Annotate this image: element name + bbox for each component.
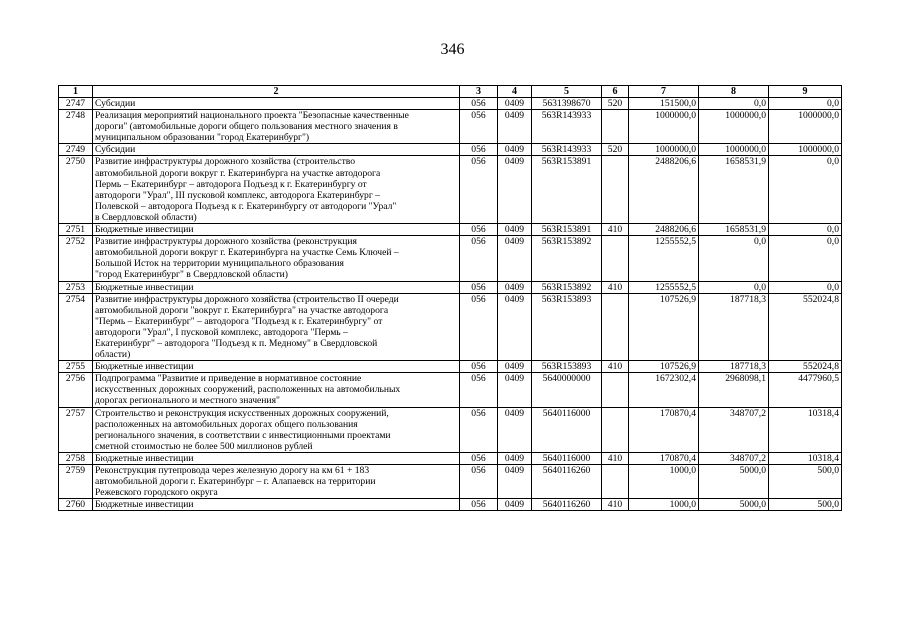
row-number: 2753 (59, 281, 93, 293)
amount-col-9: 10318,4 (769, 407, 842, 452)
expense-type-code (602, 110, 629, 144)
section-code: 0409 (498, 407, 532, 452)
ministry-code: 056 (460, 452, 498, 464)
table-header-row (59, 86, 842, 98)
row-description (93, 236, 460, 281)
amount-col-9: 552024,8 (769, 361, 842, 373)
description-line: Большой Исток на территории муниципального образования (95, 258, 344, 270)
table-row (59, 407, 842, 452)
column-header: 8 (699, 86, 769, 98)
section-code: 0409 (498, 224, 532, 236)
description-line: автомобильной дороги вокруг г. Екатеринбурга на участке Семь Ключей – (95, 247, 399, 259)
table-row (59, 236, 842, 281)
amount-col-8: 5000,0 (699, 499, 769, 511)
description-line: автомобильной дороги г. Екатеринбург – г. Алапаевск на территории (95, 476, 376, 488)
target-article-code: 563R153892 (532, 281, 602, 293)
description-line: автодороги "Урал", I пусковой комплекс, автодорога "Пермь – (95, 326, 348, 338)
amount-col-9: 500,0 (769, 499, 842, 511)
amount-col-8: 5000,0 (699, 465, 769, 499)
row-description (93, 224, 460, 236)
table-row (59, 373, 842, 407)
description-line: регионального значения, в соответствии с инвестиционными проектами (95, 429, 391, 441)
row-number: 2750 (59, 156, 93, 224)
section-code: 0409 (498, 361, 532, 373)
amount-col-7: 1000000,0 (629, 110, 699, 144)
amount-col-8: 0,0 (699, 236, 769, 281)
expense-type-code: 410 (602, 281, 629, 293)
target-article-code: 563R153893 (532, 293, 602, 361)
target-article-code: 5640116260 (532, 499, 602, 511)
expense-type-code (602, 236, 629, 281)
row-number: 2747 (59, 98, 93, 110)
expense-type-code (602, 156, 629, 224)
amount-col-9: 4477960,5 (769, 373, 842, 407)
amount-col-7: 1255552,5 (629, 236, 699, 281)
row-description (93, 144, 460, 156)
column-header: 4 (498, 86, 532, 98)
ministry-code: 056 (460, 236, 498, 281)
row-description (93, 156, 460, 224)
table-row (59, 110, 842, 144)
row-number: 2756 (59, 373, 93, 407)
amount-col-8: 1000000,0 (699, 110, 769, 144)
description-line: в Свердловской области) (95, 211, 197, 223)
description-line: Строительство и реконструкция искусственных дорожных сооружений, (95, 407, 389, 419)
description-line: дорогах регионального и местного значения" (95, 395, 280, 407)
description-line: автодороги "Урал", III пусковой комплекс, автодорога Екатеринбург – (95, 189, 380, 201)
expense-type-code (602, 407, 629, 452)
amount-col-9: 552024,8 (769, 293, 842, 361)
amount-col-7: 170870,4 (629, 407, 699, 452)
expense-type-code (602, 373, 629, 407)
row-description (93, 373, 460, 407)
column-header: 7 (629, 86, 699, 98)
description-line: дороги" (автомобильные дороги общего пользования местного значения в (95, 121, 398, 133)
ministry-code: 056 (460, 465, 498, 499)
table-row (59, 156, 842, 224)
amount-col-9: 500,0 (769, 465, 842, 499)
amount-col-7: 1000000,0 (629, 144, 699, 156)
row-number: 2760 (59, 499, 93, 511)
expense-type-code: 410 (602, 499, 629, 511)
description-line: автомобильной дороги "вокруг г. Екатеринбурга" на участке автодорога (95, 304, 389, 316)
column-header: 1 (59, 86, 93, 98)
expense-type-code: 520 (602, 98, 629, 110)
ministry-code: 056 (460, 224, 498, 236)
section-code: 0409 (498, 236, 532, 281)
description-line: автомобильной дороги вокруг г. Екатеринбурга на участке автодорога (95, 167, 381, 179)
section-code: 0409 (498, 293, 532, 361)
description-line: Режевского городского округа (95, 487, 218, 499)
ministry-code: 056 (460, 499, 498, 511)
row-description (93, 293, 460, 361)
description-line: "Пермь – Екатеринбург" – автодорога "Подъезд к г. Екатеринбургу" от (95, 315, 383, 327)
amount-col-7: 1672302,4 (629, 373, 699, 407)
table-row (59, 361, 842, 373)
amount-col-8: 348707,2 (699, 407, 769, 452)
table-row (59, 465, 842, 499)
amount-col-9: 1000000,0 (769, 144, 842, 156)
expense-type-code: 410 (602, 452, 629, 464)
target-article-code: 5640000000 (532, 373, 602, 407)
ministry-code: 056 (460, 361, 498, 373)
table-row (59, 144, 842, 156)
amount-col-7: 1000,0 (629, 499, 699, 511)
section-code: 0409 (498, 281, 532, 293)
amount-col-7: 107526,9 (629, 293, 699, 361)
row-number: 2755 (59, 361, 93, 373)
ministry-code: 056 (460, 98, 498, 110)
amount-col-8: 348707,2 (699, 452, 769, 464)
description-line: Субсидии (95, 98, 136, 109)
row-number: 2758 (59, 452, 93, 464)
ministry-code: 056 (460, 156, 498, 224)
amount-col-7: 1000,0 (629, 465, 699, 499)
description-line: Реконструкция путепровода через железную дорогу на км 61 + 183 (95, 465, 370, 476)
amount-col-7: 2488206,6 (629, 156, 699, 224)
table-row (59, 224, 842, 236)
table-body (59, 98, 842, 511)
ministry-code: 056 (460, 144, 498, 156)
section-code: 0409 (498, 144, 532, 156)
section-code: 0409 (498, 465, 532, 499)
row-number: 2759 (59, 465, 93, 499)
section-code: 0409 (498, 499, 532, 511)
description-line: расположенных на автомобильных дорогах общего пользования (95, 418, 358, 430)
description-line: Бюджетные инвестиции (95, 224, 194, 236)
amount-col-9: 0,0 (769, 224, 842, 236)
row-description (93, 499, 460, 511)
amount-col-7: 107526,9 (629, 361, 699, 373)
amount-col-8: 1658531,9 (699, 156, 769, 224)
amount-col-8: 0,0 (699, 281, 769, 293)
budget-table (58, 85, 842, 511)
target-article-code: 5640116000 (532, 452, 602, 464)
amount-col-9: 0,0 (769, 281, 842, 293)
amount-col-9: 0,0 (769, 156, 842, 224)
row-number: 2748 (59, 110, 93, 144)
table-row (59, 293, 842, 361)
expense-type-code: 410 (602, 224, 629, 236)
description-line: Полевской – автодорога Подъезд к г. Екатеринбургу от автодороги "Урал" (95, 200, 397, 212)
expense-type-code: 520 (602, 144, 629, 156)
expense-type-code (602, 465, 629, 499)
table-row (59, 98, 842, 110)
section-code: 0409 (498, 98, 532, 110)
amount-col-8: 0,0 (699, 98, 769, 110)
description-line: муниципальном образовании "город Екатеринбург") (95, 132, 310, 144)
amount-col-8: 187718,3 (699, 361, 769, 373)
row-number: 2752 (59, 236, 93, 281)
description-line: Развитие инфраструктуры дорожного хозяйства (строительство II очереди (95, 293, 399, 305)
ministry-code: 056 (460, 110, 498, 144)
amount-col-8: 187718,3 (699, 293, 769, 361)
amount-col-8: 2968098,1 (699, 373, 769, 407)
target-article-code: 5640116260 (532, 465, 602, 499)
page-number: 346 (440, 41, 465, 58)
amount-col-9: 1000000,0 (769, 110, 842, 144)
row-description (93, 361, 460, 373)
amount-col-9: 0,0 (769, 98, 842, 110)
table-row (59, 499, 842, 511)
amount-col-8: 1658531,9 (699, 224, 769, 236)
description-line: Бюджетные инвестиции (95, 499, 194, 511)
row-description (93, 465, 460, 499)
description-line: области) (95, 349, 131, 361)
amount-col-9: 10318,4 (769, 452, 842, 464)
row-description (93, 281, 460, 293)
target-article-code: 563R153891 (532, 224, 602, 236)
ministry-code: 056 (460, 281, 498, 293)
target-article-code: 563R143933 (532, 110, 602, 144)
section-code: 0409 (498, 452, 532, 464)
row-description (93, 110, 460, 144)
description-line: Бюджетные инвестиции (95, 452, 194, 464)
row-number: 2751 (59, 224, 93, 236)
target-article-code: 563R153892 (532, 236, 602, 281)
column-header: 3 (460, 86, 498, 98)
row-description (93, 98, 460, 110)
description-line: Развитие инфраструктуры дорожного хозяйства (строительство (95, 156, 356, 168)
target-article-code: 5631398670 (532, 98, 602, 110)
description-line: сметной стоимостью не более 500 миллионов рублей (95, 440, 313, 452)
amount-col-9: 0,0 (769, 236, 842, 281)
target-article-code: 563R153893 (532, 361, 602, 373)
column-header: 5 (532, 86, 602, 98)
description-line: "город Екатеринбург" в Свердловской области) (95, 269, 288, 281)
row-description (93, 452, 460, 464)
target-article-code: 563R153891 (532, 156, 602, 224)
ministry-code: 056 (460, 373, 498, 407)
target-article-code: 563R143933 (532, 144, 602, 156)
column-header: 6 (602, 86, 629, 98)
row-number: 2757 (59, 407, 93, 452)
amount-col-8: 1000000,0 (699, 144, 769, 156)
expense-type-code (602, 293, 629, 361)
ministry-code: 056 (460, 407, 498, 452)
column-header: 2 (93, 86, 460, 98)
description-line: Бюджетные инвестиции (95, 281, 194, 293)
expense-type-code: 410 (602, 361, 629, 373)
section-code: 0409 (498, 110, 532, 144)
description-line: Реализация мероприятий национального проекта "Безопасные качественные (95, 110, 409, 122)
table-row (59, 452, 842, 464)
amount-col-7: 170870,4 (629, 452, 699, 464)
row-number: 2749 (59, 144, 93, 156)
description-line: Бюджетные инвестиции (95, 361, 194, 373)
amount-col-7: 1255552,5 (629, 281, 699, 293)
column-header: 9 (769, 86, 842, 98)
description-line: Субсидии (95, 144, 136, 156)
amount-col-7: 151500,0 (629, 98, 699, 110)
table-row (59, 281, 842, 293)
description-line: Екатеринбург" – автодорога "Подъезд к п. Медному" в Свердловской (95, 337, 378, 349)
target-article-code: 5640116000 (532, 407, 602, 452)
description-line: Подпрограмма "Развитие и приведение в нормативное состояние (95, 373, 362, 385)
description-line: Развитие инфраструктуры дорожного хозяйства (реконструкция (95, 236, 357, 248)
section-code: 0409 (498, 156, 532, 224)
row-description (93, 407, 460, 452)
section-code: 0409 (498, 373, 532, 407)
amount-col-7: 2488206,6 (629, 224, 699, 236)
row-number: 2754 (59, 293, 93, 361)
description-line: искусственных дорожных сооружений, расположенных на автомобильных (95, 384, 401, 396)
description-line: Пермь – Екатеринбург – автодорога Подъезд к г. Екатеринбургу от (95, 178, 367, 190)
ministry-code: 056 (460, 293, 498, 361)
